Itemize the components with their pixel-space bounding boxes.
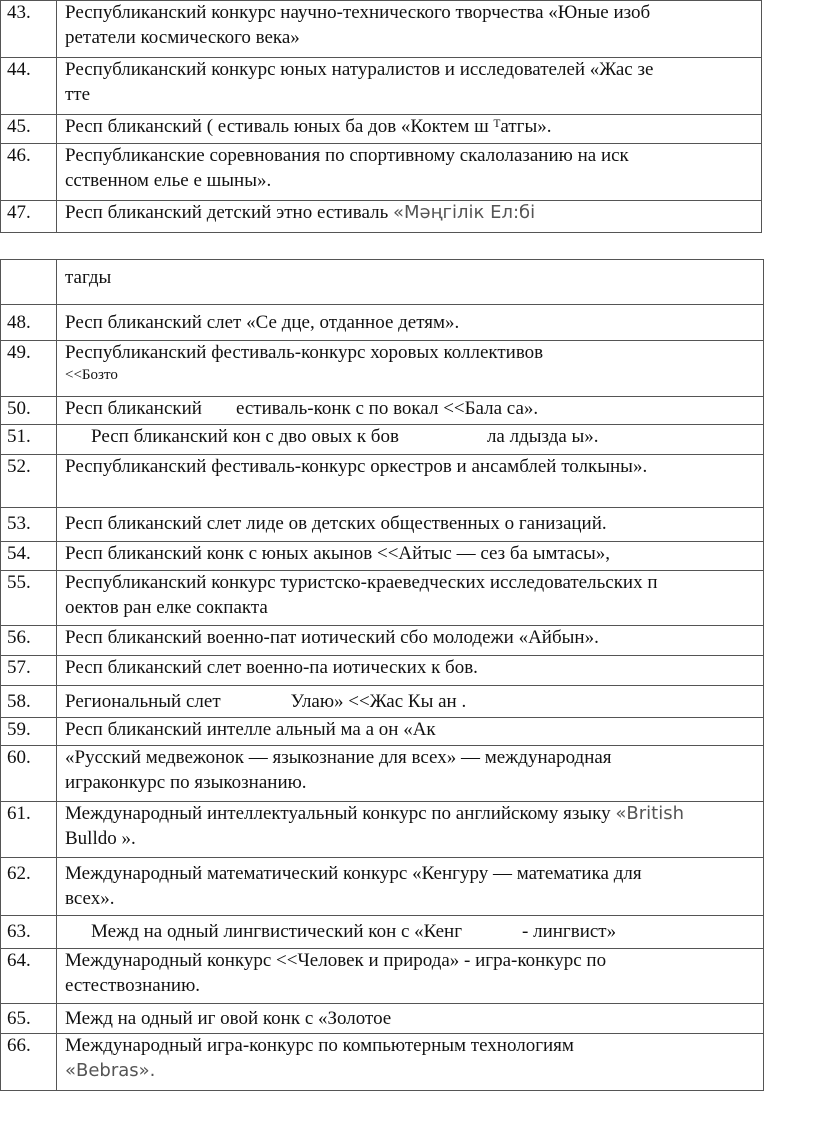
row-number: 46. bbox=[1, 144, 57, 201]
table-row bbox=[1, 58, 762, 115]
row-text: Респ бликанский военно-пат иотический сбо молодежи «Айбын». bbox=[57, 626, 764, 656]
row-text: Респ бликанский интелле альный ма а он «Ак bbox=[57, 718, 764, 746]
table-row bbox=[1, 1004, 764, 1034]
row-text: Республиканский фестиваль-конкурс хоровых коллективов <<Бозто bbox=[57, 341, 764, 397]
row-text: Респ бликанский слет лиде ов детских общественных о ганизаций. bbox=[57, 508, 764, 542]
row-number: 48. bbox=[1, 305, 57, 341]
row-text: Региональный слет Улаю» <<Жас Кы ан . bbox=[57, 686, 764, 718]
row-text: Республиканский фестиваль-конкурс оркестров и ансамблей толкыны». bbox=[57, 455, 764, 508]
table-row bbox=[1, 425, 764, 455]
table-row bbox=[1, 686, 764, 718]
row-number: 58. bbox=[1, 686, 57, 718]
row-number: 49. bbox=[1, 341, 57, 397]
row-text: Респ бликанский детский этно естиваль «Мәңгілік Ел:бі bbox=[57, 201, 762, 233]
table-row bbox=[1, 802, 764, 858]
row-number bbox=[1, 260, 57, 305]
table-row bbox=[1, 718, 764, 746]
row-text: Международный конкурс <<Человек и природа» - игра-конкурс по естествознанию. bbox=[57, 949, 764, 1004]
row-number: 51. bbox=[1, 425, 57, 455]
table-row bbox=[1, 571, 764, 626]
table-row bbox=[1, 341, 764, 397]
row-text: тагды bbox=[57, 260, 764, 305]
row-text: Респ бликанский естиваль-конк с по вокал <<Бала са». bbox=[57, 397, 764, 425]
row-number: 57. bbox=[1, 656, 57, 686]
row-number: 63. bbox=[1, 916, 57, 949]
row-text: Международный математический конкурс «Кенгуру — математика для всех». bbox=[57, 858, 764, 916]
table-row bbox=[1, 916, 764, 949]
row-text: Международный интеллектуальный конкурс по английскому языку «British Bulldo ». bbox=[57, 802, 764, 858]
row-text: Респ бликанский слет военно-па иотических к бов. bbox=[57, 656, 764, 686]
row-text: «Русский медвежонок — языкознание для всех» — международная играконкурс по языкознанию. bbox=[57, 746, 764, 802]
row-text: Республиканский конкурс туристско-краеведческих исследовательских п оектов ран елке сокпакта bbox=[57, 571, 764, 626]
table-row bbox=[1, 858, 764, 916]
row-number: 43. bbox=[1, 1, 57, 58]
table-row bbox=[1, 144, 762, 201]
table-row bbox=[1, 746, 764, 802]
row-text: Республиканский конкурс юных натуралистов и исследователей «Жас зе тте bbox=[57, 58, 762, 115]
table-bottom bbox=[0, 259, 764, 1091]
table-row bbox=[1, 1034, 764, 1091]
row-number: 60. bbox=[1, 746, 57, 802]
row-text: Республиканские соревнования по спортивному скалолазанию на иск сственном елье е шыны». bbox=[57, 144, 762, 201]
table-row bbox=[1, 626, 764, 656]
row-number: 50. bbox=[1, 397, 57, 425]
row-number: 65. bbox=[1, 1004, 57, 1034]
table-row bbox=[1, 305, 764, 341]
row-number: 52. bbox=[1, 455, 57, 508]
row-number: 62. bbox=[1, 858, 57, 916]
row-number: 47. bbox=[1, 201, 57, 233]
table-row bbox=[1, 656, 764, 686]
row-number: 59. bbox=[1, 718, 57, 746]
table-row bbox=[1, 949, 764, 1004]
row-number: 54. bbox=[1, 542, 57, 571]
table-row bbox=[1, 397, 764, 425]
row-text: Международный игра-конкурс по компьютерным технологиям «Bebras». bbox=[57, 1034, 764, 1091]
row-text: Межд на одный иг овой конк с «Золотое bbox=[57, 1004, 764, 1034]
row-number: 53. bbox=[1, 508, 57, 542]
row-text: Респ бликанский ( естиваль юных ба дов «Коктем ш ᵀатᴦы». bbox=[57, 115, 762, 144]
table-row bbox=[1, 542, 764, 571]
table-row bbox=[1, 115, 762, 144]
row-number: 55. bbox=[1, 571, 57, 626]
row-text: Респ бликанский слет «Се дце, отданное детям». bbox=[57, 305, 764, 341]
table-row bbox=[1, 508, 764, 542]
row-number: 66. bbox=[1, 1034, 57, 1091]
table-top bbox=[0, 0, 762, 233]
row-text: Респ бликанский конк с юных акынов <<Айтыс — сез ба ымтасы», bbox=[57, 542, 764, 571]
row-number: 44. bbox=[1, 58, 57, 115]
row-number: 56. bbox=[1, 626, 57, 656]
row-number: 45. bbox=[1, 115, 57, 144]
row-text: Межд на одный лингвистический кон с «Кенг - лингвист» bbox=[57, 916, 764, 949]
row-text: Республиканский конкурс научно-технического творчества «Юные изоб ретатели космического века» bbox=[57, 1, 762, 58]
row-number: 64. bbox=[1, 949, 57, 1004]
row-number: 61. bbox=[1, 802, 57, 858]
table-row bbox=[1, 201, 762, 233]
row-text: Респ бликанский кон с дво овых к бов ла лдызда ы». bbox=[57, 425, 764, 455]
table-row bbox=[1, 1, 762, 58]
table-row bbox=[1, 455, 764, 508]
table-row bbox=[1, 260, 764, 305]
